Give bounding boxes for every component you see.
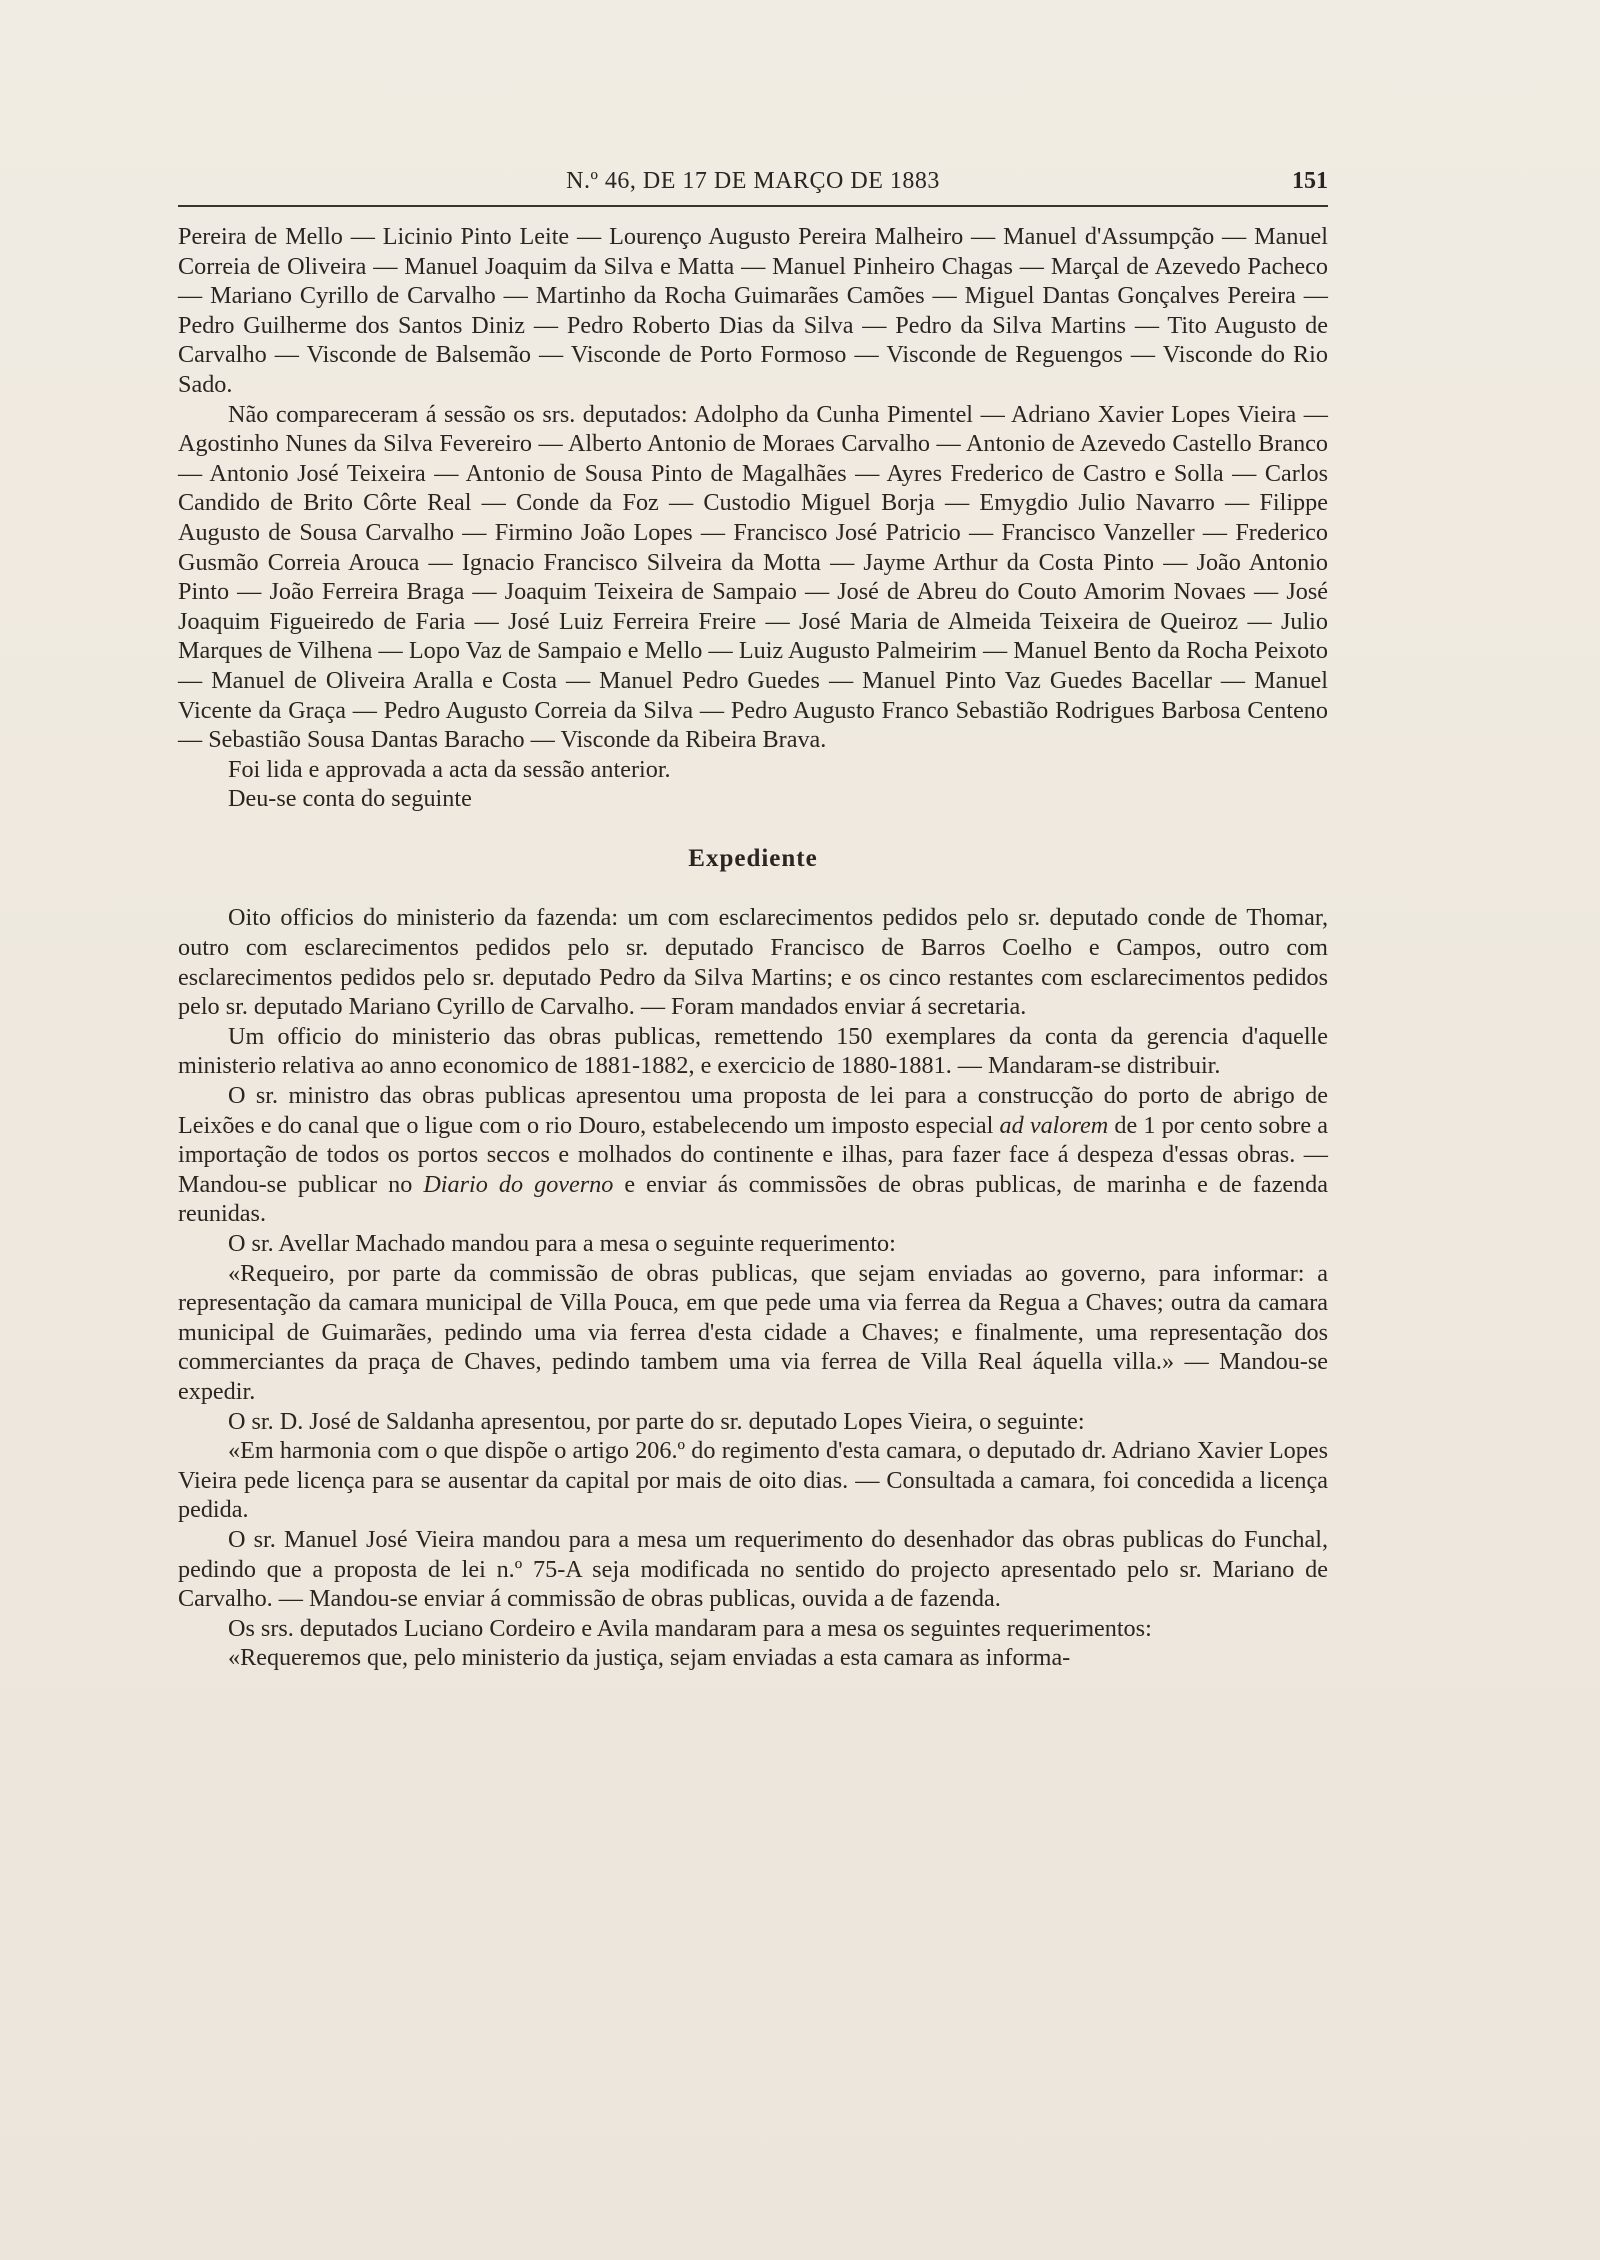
document-body [178, 222, 1328, 1673]
paragraph-expediente-5: «Requeiro, por parte da commissão de obras publicas, que sejam enviadas ao governo, para informar: a representação da camara municipal de Villa Pouca, em que pede uma via ferrea da Regua a Chaves; outra da camara municipal de Guimarães, pedindo uma via ferrea d'esta cidade a Chaves; e finalmente, uma representação dos commerciantes da praça de Chaves, pedindo tambem uma via ferrea de Villa Real áquella villa.» — Mandou-se expedir. [178, 1259, 1328, 1405]
paragraph-minutes-approved: Foi lida e approvada a acta da sessão anterior. [228, 755, 671, 783]
paragraph-expediente-4: O sr. Avellar Machado mandou para a mesa o seguinte requerimento: [228, 1230, 896, 1257]
paragraph-expediente-3 [178, 1081, 1328, 1229]
paragraph-expediente-7: «Em harmonia com o que dispõe o artigo 206.º do regimento d'esta camara, o deputado dr. Adriano Xavier Lopes Vieira pede licença para se ausentar da capital por mais de oito dias. — Consultada a camara, foi concedida a licença pedida. [178, 1437, 1328, 1524]
section-heading-expediente: Expediente [688, 844, 818, 872]
italic-text: ad valorem [999, 1111, 1109, 1139]
italic-text: Diario do governo [423, 1170, 614, 1198]
paragraph-present-deputies: Pereira de Mello — Licinio Pinto Leite — Lourenço Augusto Pereira Malheiro — Manuel d'Assumpção — Manuel Correia de Oliveira — Manuel Joaquim da Silva e Matta — Manuel Pinheiro Chagas — Marçal de Azevedo Pacheco — Mariano Cyrillo de Carvalho — Martinho da Rocha Guimarães Camões — Miguel Dantas Gonçalves Pereira — Pedro Guilherme dos Santos Diniz — Pedro Roberto Dias da Silva — Pedro da Silva Martins — Tito Augusto de Carvalho — Visconde de Balsemão — Visconde de Porto Formoso — Visconde de Reguengos — Visconde do Rio Sado. [178, 223, 1328, 398]
paragraph-expediente-1: Oito officios do ministerio da fazenda: um com esclarecimentos pedidos pelo sr. deputado conde de Thomar, outro com esclarecimentos pedidos pelo sr. deputado Francisco de Barros Coelho e Campos, outro com esclarecimentos pedidos pelo sr. deputado Pedro da Silva Martins; e os cinco restantes com esclarecimentos pedidos pelo sr. deputado Mariano Cyrillo de Carvalho. — Foram mandados enviar á secretaria. [178, 904, 1328, 1021]
paragraph-expediente-9: Os srs. deputados Luciano Cordeiro e Avila mandaram para a mesa os seguintes requerimentos: [228, 1614, 1152, 1642]
paragraph-intro-expediente: Deu-se conta do seguinte [228, 785, 472, 813]
page-header [178, 168, 1328, 208]
header-rule [178, 205, 1328, 207]
paragraph-expediente-8: O sr. Manuel José Vieira mandou para a mesa um requerimento do desenhador das obras publicas do Funchal, pedindo que a proposta de lei n.º 75-A seja modificada no sentido do projecto apresentado pelo sr. Mariano de Carvalho. — Mandou-se enviar á commissão de obras publicas, ouvida a de fazenda. [178, 1525, 1328, 1613]
paragraph-expediente-10: «Requeremos que, pelo ministerio da justiça, sejam enviadas a esta camara as informa- [228, 1644, 1071, 1672]
paragraph-expediente-2: Um officio do ministerio das obras publicas, remettendo 150 exemplares da conta da gerencia d'aquelle ministerio relativa ao anno economico de 1881-1882, e exercicio de 1880-1881. — Mandaram-se distribuir. [178, 1022, 1328, 1080]
page-title: N.º 46, DE 17 DE MARÇO DE 1883 [566, 168, 940, 194]
text-span: e enviar ás commissões de obras publicas, de marinha e de fazenda reunidas. [178, 1170, 1328, 1228]
page-number: 151 [1292, 168, 1328, 194]
text-span: de 1 por cento sobre a importação de todos os portos seccos e molhados do continente e ilhas, para fazer face á despeza d'essas obras. — Mandou-se publicar no [178, 1111, 1328, 1198]
text-span: O sr. ministro das obras publicas apresentou uma proposta de lei para a construcção do porto de abrigo de Leixões e do canal que o ligue com o rio Douro, estabelecendo um imposto especial [178, 1082, 1328, 1139]
paragraph-expediente-6: O sr. D. José de Saldanha apresentou, por parte do sr. deputado Lopes Vieira, o seguinte: [228, 1407, 1085, 1435]
paragraph-absent-deputies: Não compareceram á sessão os srs. deputados: Adolpho da Cunha Pimentel — Adriano Xavier Lopes Vieira — Agostinho Nunes da Silva Fevereiro — Alberto Antonio de Moraes Carvalho — Antonio de Azevedo Castello Branco — Antonio José Teixeira — Antonio de Sousa Pinto de Magalhães — Ayres Frederico de Castro e Solla — Carlos Candido de Brito Côrte Real — Conde da Foz — Custodio Miguel Borja — Emygdio Julio Navarro — Filippe Augusto de Sousa Carvalho — Firmino João Lopes — Francisco José Patricio — Francisco Vanzeller — Frederico Gusmão Correia Arouca — Ignacio Francisco Silveira da Motta — Jayme Arthur da Costa Pinto — João Antonio Pinto — João Ferreira Braga — Joaquim Teixeira de Sampaio — José de Abreu do Couto Amorim Novaes — José Joaquim Figueiredo de Faria — José Luiz Ferreira Freire — José Maria de Almeida Teixeira de Queiroz — Julio Marques de Vilhena — Lopo Vaz de Sampaio e Mello — Luiz Augusto Palmeirim — Manuel Bento da Rocha Peixoto — Manuel de Oliveira Aralla e Costa — Manuel Pedro Guedes — Manuel Pinto Vaz Guedes Bacellar — Manuel Vicente da Graça — Pedro Augusto Correia da Silva — Pedro Augusto Franco Sebastião Rodrigues Barbosa Centeno — Sebastião Sousa Dantas Baracho — Visconde da Ribeira Brava. [178, 400, 1328, 754]
